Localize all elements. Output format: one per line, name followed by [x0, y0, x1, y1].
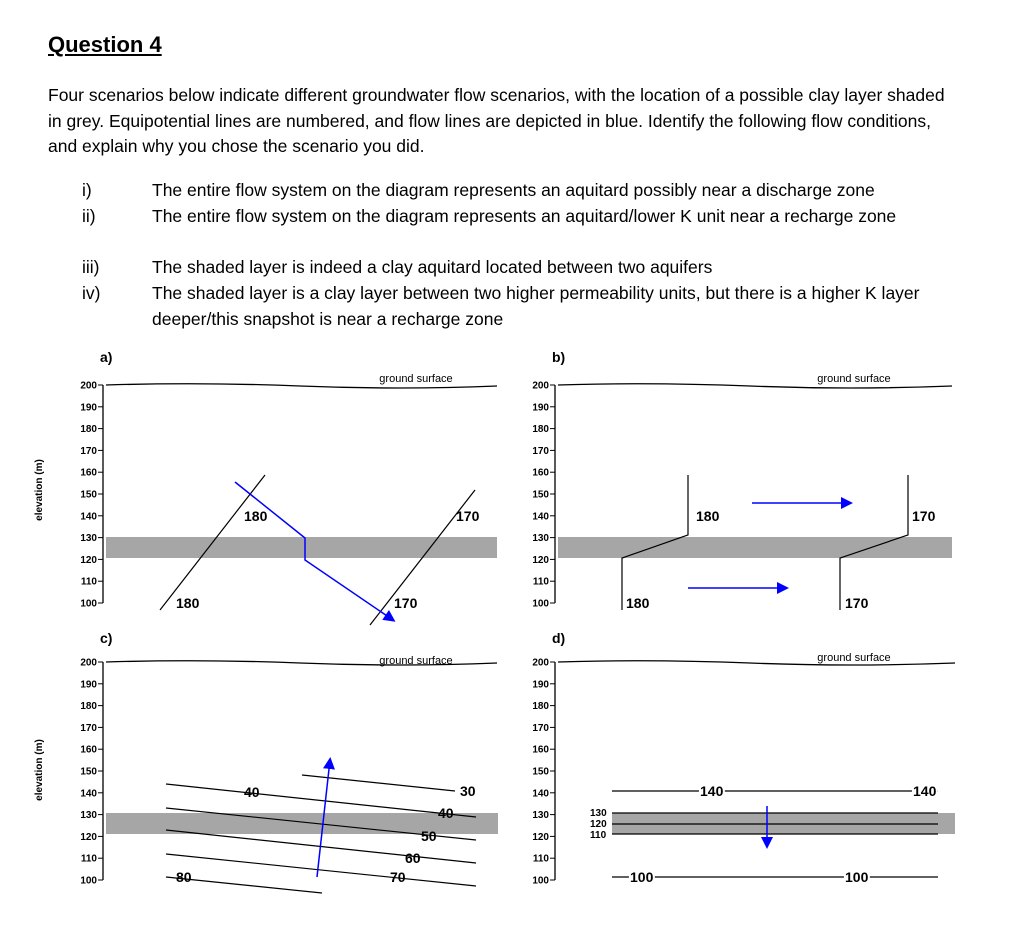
item-number: ii) [82, 206, 96, 226]
equipotential-line [302, 775, 455, 791]
ground-surface-label: ground surface [817, 373, 891, 385]
equipotential-label: 80 [176, 869, 192, 885]
y-axis-label: elevation (m) [34, 739, 45, 801]
y-tick-label: 190 [532, 679, 549, 691]
y-tick-label: 110 [532, 576, 549, 588]
y-tick-label: 170 [80, 722, 97, 734]
y-tick-label: 180 [80, 701, 97, 713]
equipotential-label: 170 [456, 508, 480, 524]
y-tick-label: 200 [80, 380, 97, 392]
equipotential-label: 40 [438, 805, 454, 821]
ground-surface-line [558, 661, 955, 665]
equipotential-label: 140 [700, 783, 724, 799]
item-text: The shaded layer is indeed a clay aquitard located between two aquifers [152, 257, 713, 277]
ground-surface-label: ground surface [817, 652, 891, 664]
y-tick-label: 200 [532, 380, 549, 392]
y-tick-label: 150 [532, 489, 549, 501]
band-label: 130 [590, 808, 607, 819]
equipotential-label: 180 [176, 595, 200, 611]
y-tick-label: 130 [80, 810, 97, 822]
equipotential-label: 180 [626, 595, 650, 611]
y-tick-label: 130 [532, 533, 549, 545]
equipotential-label: 70 [390, 869, 406, 885]
y-tick-label: 120 [532, 554, 549, 566]
question-intro: Four scenarios below indicate different groundwater flow scenarios, with the location of a possible clay layer shaded in grey. Equipotential lines are numbered, and flow lines are depicted in blue. Identify the following flow conditions, and explain why you chose the scenario you did. [48, 85, 945, 156]
y-tick-label: 160 [80, 467, 97, 479]
panel-label-b: b) [552, 349, 566, 365]
item-text: The entire flow system on the diagram represents an aquitard/lower K unit near a recharge zone [152, 206, 897, 226]
y-tick-label: 200 [80, 657, 97, 669]
ground-surface-label: ground surface [379, 373, 453, 385]
y-tick-label: 140 [532, 511, 549, 523]
y-tick-label: 160 [532, 467, 549, 479]
y-tick-label: 120 [532, 831, 549, 843]
y-tick-label: 150 [80, 489, 97, 501]
item-text: The entire flow system on the diagram represents an aquitard possibly near a discharge zone [152, 180, 875, 200]
clay-layer [106, 537, 497, 558]
y-tick-label: 170 [532, 445, 549, 457]
y-tick-label: 110 [80, 576, 97, 588]
y-tick-label: 190 [80, 402, 97, 414]
equipotential-label: 30 [460, 783, 476, 799]
y-tick-label: 160 [80, 744, 97, 756]
y-tick-label: 140 [80, 788, 97, 800]
equipotential-label: 170 [912, 508, 936, 524]
panel-label-a: a) [100, 349, 113, 365]
equipotential-label: 140 [913, 783, 937, 799]
y-tick-label: 100 [532, 598, 549, 610]
y-tick-label: 120 [80, 831, 97, 843]
question-title: Question 4 [48, 32, 162, 57]
panel-label-d: d) [552, 630, 566, 646]
item-number: i) [82, 180, 92, 200]
y-tick-label: 180 [532, 424, 549, 436]
y-tick-label: 110 [80, 853, 97, 865]
y-tick-label: 200 [532, 657, 549, 669]
y-tick-label: 170 [80, 445, 97, 457]
y-tick-label: 150 [80, 766, 97, 778]
y-tick-label: 130 [532, 810, 549, 822]
equipotential-label: 170 [394, 595, 418, 611]
y-tick-label: 160 [532, 744, 549, 756]
equipotential-label: 60 [405, 850, 421, 866]
y-tick-label: 130 [80, 533, 97, 545]
y-tick-label: 140 [80, 511, 97, 523]
y-tick-label: 100 [532, 875, 549, 887]
y-tick-label: 190 [532, 402, 549, 414]
y-tick-label: 110 [532, 853, 549, 865]
equipotential-label: 100 [630, 869, 654, 885]
band-label: 120 [590, 819, 607, 830]
panel-label-c: c) [100, 630, 113, 646]
y-tick-label: 100 [80, 875, 97, 887]
equipotential-label: 40 [244, 784, 260, 800]
item-number: iii) [82, 257, 100, 277]
y-tick-label: 190 [80, 679, 97, 691]
equipotential-label: 180 [696, 508, 720, 524]
y-tick-label: 120 [80, 554, 97, 566]
y-tick-label: 140 [532, 788, 549, 800]
ground-surface-line [558, 384, 952, 388]
equipotential-label: 180 [244, 508, 268, 524]
y-tick-label: 180 [80, 424, 97, 436]
y-axis-label: elevation (m) [34, 459, 45, 521]
y-tick-label: 100 [80, 598, 97, 610]
y-tick-label: 150 [532, 766, 549, 778]
item-number: iv) [82, 283, 101, 303]
band-label: 110 [590, 830, 607, 841]
equipotential-label: 100 [845, 869, 869, 885]
y-tick-label: 170 [532, 722, 549, 734]
equipotential-line [166, 784, 476, 817]
ground-surface-label: ground surface [379, 655, 453, 667]
equipotential-label: 170 [845, 595, 869, 611]
y-tick-label: 180 [532, 701, 549, 713]
equipotential-label: 50 [421, 828, 437, 844]
item-text: The shaded layer is a clay layer between two higher permeability units, but there is a higher K layer deeper/this snapshot is near a recharge zone [152, 283, 920, 329]
